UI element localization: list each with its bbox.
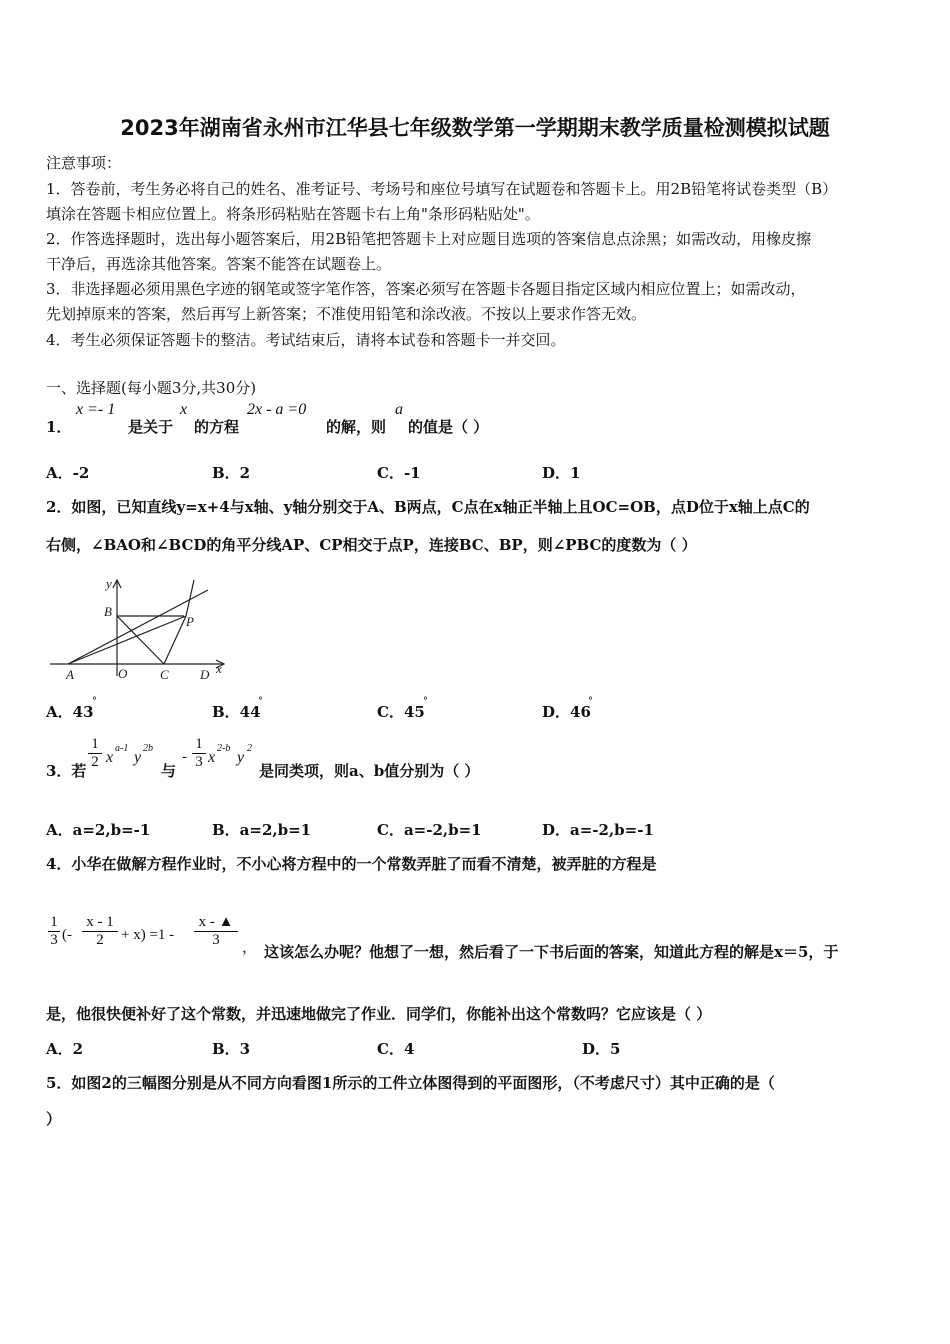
numerator: 1 — [50, 914, 58, 930]
math-text: + x) =1 - — [121, 927, 175, 943]
degree-symbol: ° — [423, 696, 428, 707]
notice-heading: 注意事项： — [46, 154, 122, 172]
denominator: 2 — [88, 753, 102, 771]
notice-line: 填涂在答题卡相应位置上。将条形码粘贴在答题卡右上角"条形码粘贴处"。 — [46, 205, 540, 223]
numerator: 1 — [195, 736, 203, 752]
question-text: 的解，则 — [326, 418, 387, 436]
minus-sign: - — [182, 749, 187, 765]
exponent: a-1 — [115, 743, 129, 754]
exponent: 2 — [247, 743, 252, 754]
math-variable: y — [134, 749, 142, 766]
option-c: C．a=-2,b=1 — [377, 821, 482, 839]
denominator: 3 — [194, 931, 238, 949]
label-x: x — [216, 661, 222, 676]
exponent: 2b — [143, 743, 153, 754]
question-text: 是关于 — [128, 418, 174, 436]
option-d: D．5 — [582, 1040, 621, 1058]
geometry-figure — [46, 572, 236, 686]
numerator: 1 — [91, 736, 99, 752]
fraction — [88, 736, 102, 771]
option-b: B．44 — [212, 703, 261, 721]
notice-line: 4．考生必须保证答题卡的整洁。考试结束后，请将本试卷和答题卡一并交回。 — [46, 331, 566, 349]
label-a: A — [66, 667, 74, 682]
degree-symbol: ° — [588, 696, 593, 707]
option-d: D．1 — [542, 464, 581, 482]
question-text: 这该怎么办呢？他想了一想，然后看了一下书后面的答案，知道此方程的解是x＝5，于 — [264, 943, 839, 961]
degree-symbol: ° — [92, 696, 97, 707]
notice-line: 干净后，再选涂其他答案。答案不能答在试题卷上。 — [46, 255, 392, 273]
option-b: B．a=2,b=1 — [212, 821, 312, 839]
exponent: 2-b — [217, 743, 231, 754]
fraction — [194, 914, 238, 949]
label-c: C — [160, 667, 169, 682]
question-text: 2．如图，已知直线y=x+4与x轴、y轴分别交于A、B两点，C点在x轴正半轴上且OC=OB，点D位于x轴上点C的 — [46, 498, 810, 516]
option-a: A．43 — [46, 703, 94, 721]
notice-line: 2．作答选择题时，选出每小题答案后，用2B铅笔把答题卡上对应题目选项的答案信息点涂黑；如需改动，用橡皮擦 — [46, 230, 812, 248]
option-c: C．4 — [377, 1040, 415, 1058]
segment-ap — [68, 616, 186, 664]
question-text: ） — [46, 1110, 62, 1128]
option-a: A．-2 — [46, 464, 90, 482]
option-d: D．46 — [542, 703, 591, 721]
math-text: (- — [62, 927, 72, 943]
segment-bc — [117, 616, 164, 664]
notice-line: 1．答卷前，考生务必将自己的姓名、准考证号、考场号和座位号填写在试题卷和答题卡上。用2B铅笔将试卷类型（B） — [46, 180, 838, 198]
math-expression: x =- 1 — [76, 401, 116, 418]
denominator: 3 — [192, 753, 206, 771]
section-heading: 一、选择题(每小题3分,共30分) — [46, 379, 257, 397]
question-text: 的方程 — [194, 418, 240, 436]
math-variable: x — [180, 401, 188, 418]
denominator: 2 — [82, 931, 118, 949]
degree-symbol: ° — [258, 696, 263, 707]
page-title: 2023年湖南省永州市江华县七年级数学第一学期期末教学质量检测模拟试题 — [120, 116, 830, 140]
question-number: 1． — [46, 418, 72, 436]
label-y: y — [106, 576, 112, 591]
option-d: D．a=-2,b=-1 — [542, 821, 654, 839]
label-d: D — [200, 667, 210, 682]
option-b: B．2 — [212, 464, 251, 482]
math-variable: x — [208, 749, 216, 766]
fraction — [48, 914, 60, 949]
label-o: O — [118, 666, 128, 681]
notice-line: 3．非选择题必须用黑色字迹的钢笔或签字笔作答，答案必须写在答题卡各题目指定区域内相应位置上；如需改动， — [46, 280, 806, 298]
math-variable: y — [237, 749, 245, 766]
notice-line: 先划掉原来的答案，然后再写上新答案；不准使用铅笔和涂改液。不按以上要求作答无效。 — [46, 305, 647, 323]
question-text: 5．如图2的三幅图分别是从不同方向看图1所示的工件立体图得到的平面图形，（不考虑尺寸）其中正确的是（ — [46, 1074, 775, 1092]
question-text: 的值是（ ） — [408, 418, 489, 436]
option-c: C．45 — [377, 703, 425, 721]
fraction — [192, 736, 206, 771]
question-text: 右侧，∠BAO和∠BCD的角平分线AP、CP相交于点P，连接BC、BP，则∠PBC的度数为（ ） — [46, 536, 697, 554]
option-a: A．2 — [46, 1040, 84, 1058]
option-b: B．3 — [212, 1040, 251, 1058]
math-variable: x — [106, 749, 114, 766]
numerator: x - ▲ — [198, 914, 234, 930]
math-text: ， — [242, 940, 258, 956]
question-text: 是，他很快便补好了这个常数，并迅速地做完了作业．同学们，你能补出这个常数吗？它应该是（ ） — [46, 1005, 712, 1023]
math-expression: 2x - a =0 — [247, 401, 307, 418]
label-b: B — [104, 604, 112, 619]
denominator: 3 — [48, 931, 60, 949]
fraction — [82, 914, 118, 949]
label-p: P — [186, 614, 194, 629]
question-text: 是同类项，则a、b值分别为（ ） — [259, 762, 480, 780]
question-text: 与 — [161, 762, 177, 780]
math-variable: a — [395, 401, 403, 418]
question-number: 3．若 — [46, 762, 87, 780]
question-text: 4．小华在做解方程作业时，不小心将方程中的一个常数弄脏了而看不清楚，被弄脏的方程是 — [46, 855, 657, 873]
numerator: x - 1 — [86, 914, 114, 930]
option-a: A．a=2,b=-1 — [46, 821, 151, 839]
option-c: C．-1 — [377, 464, 421, 482]
